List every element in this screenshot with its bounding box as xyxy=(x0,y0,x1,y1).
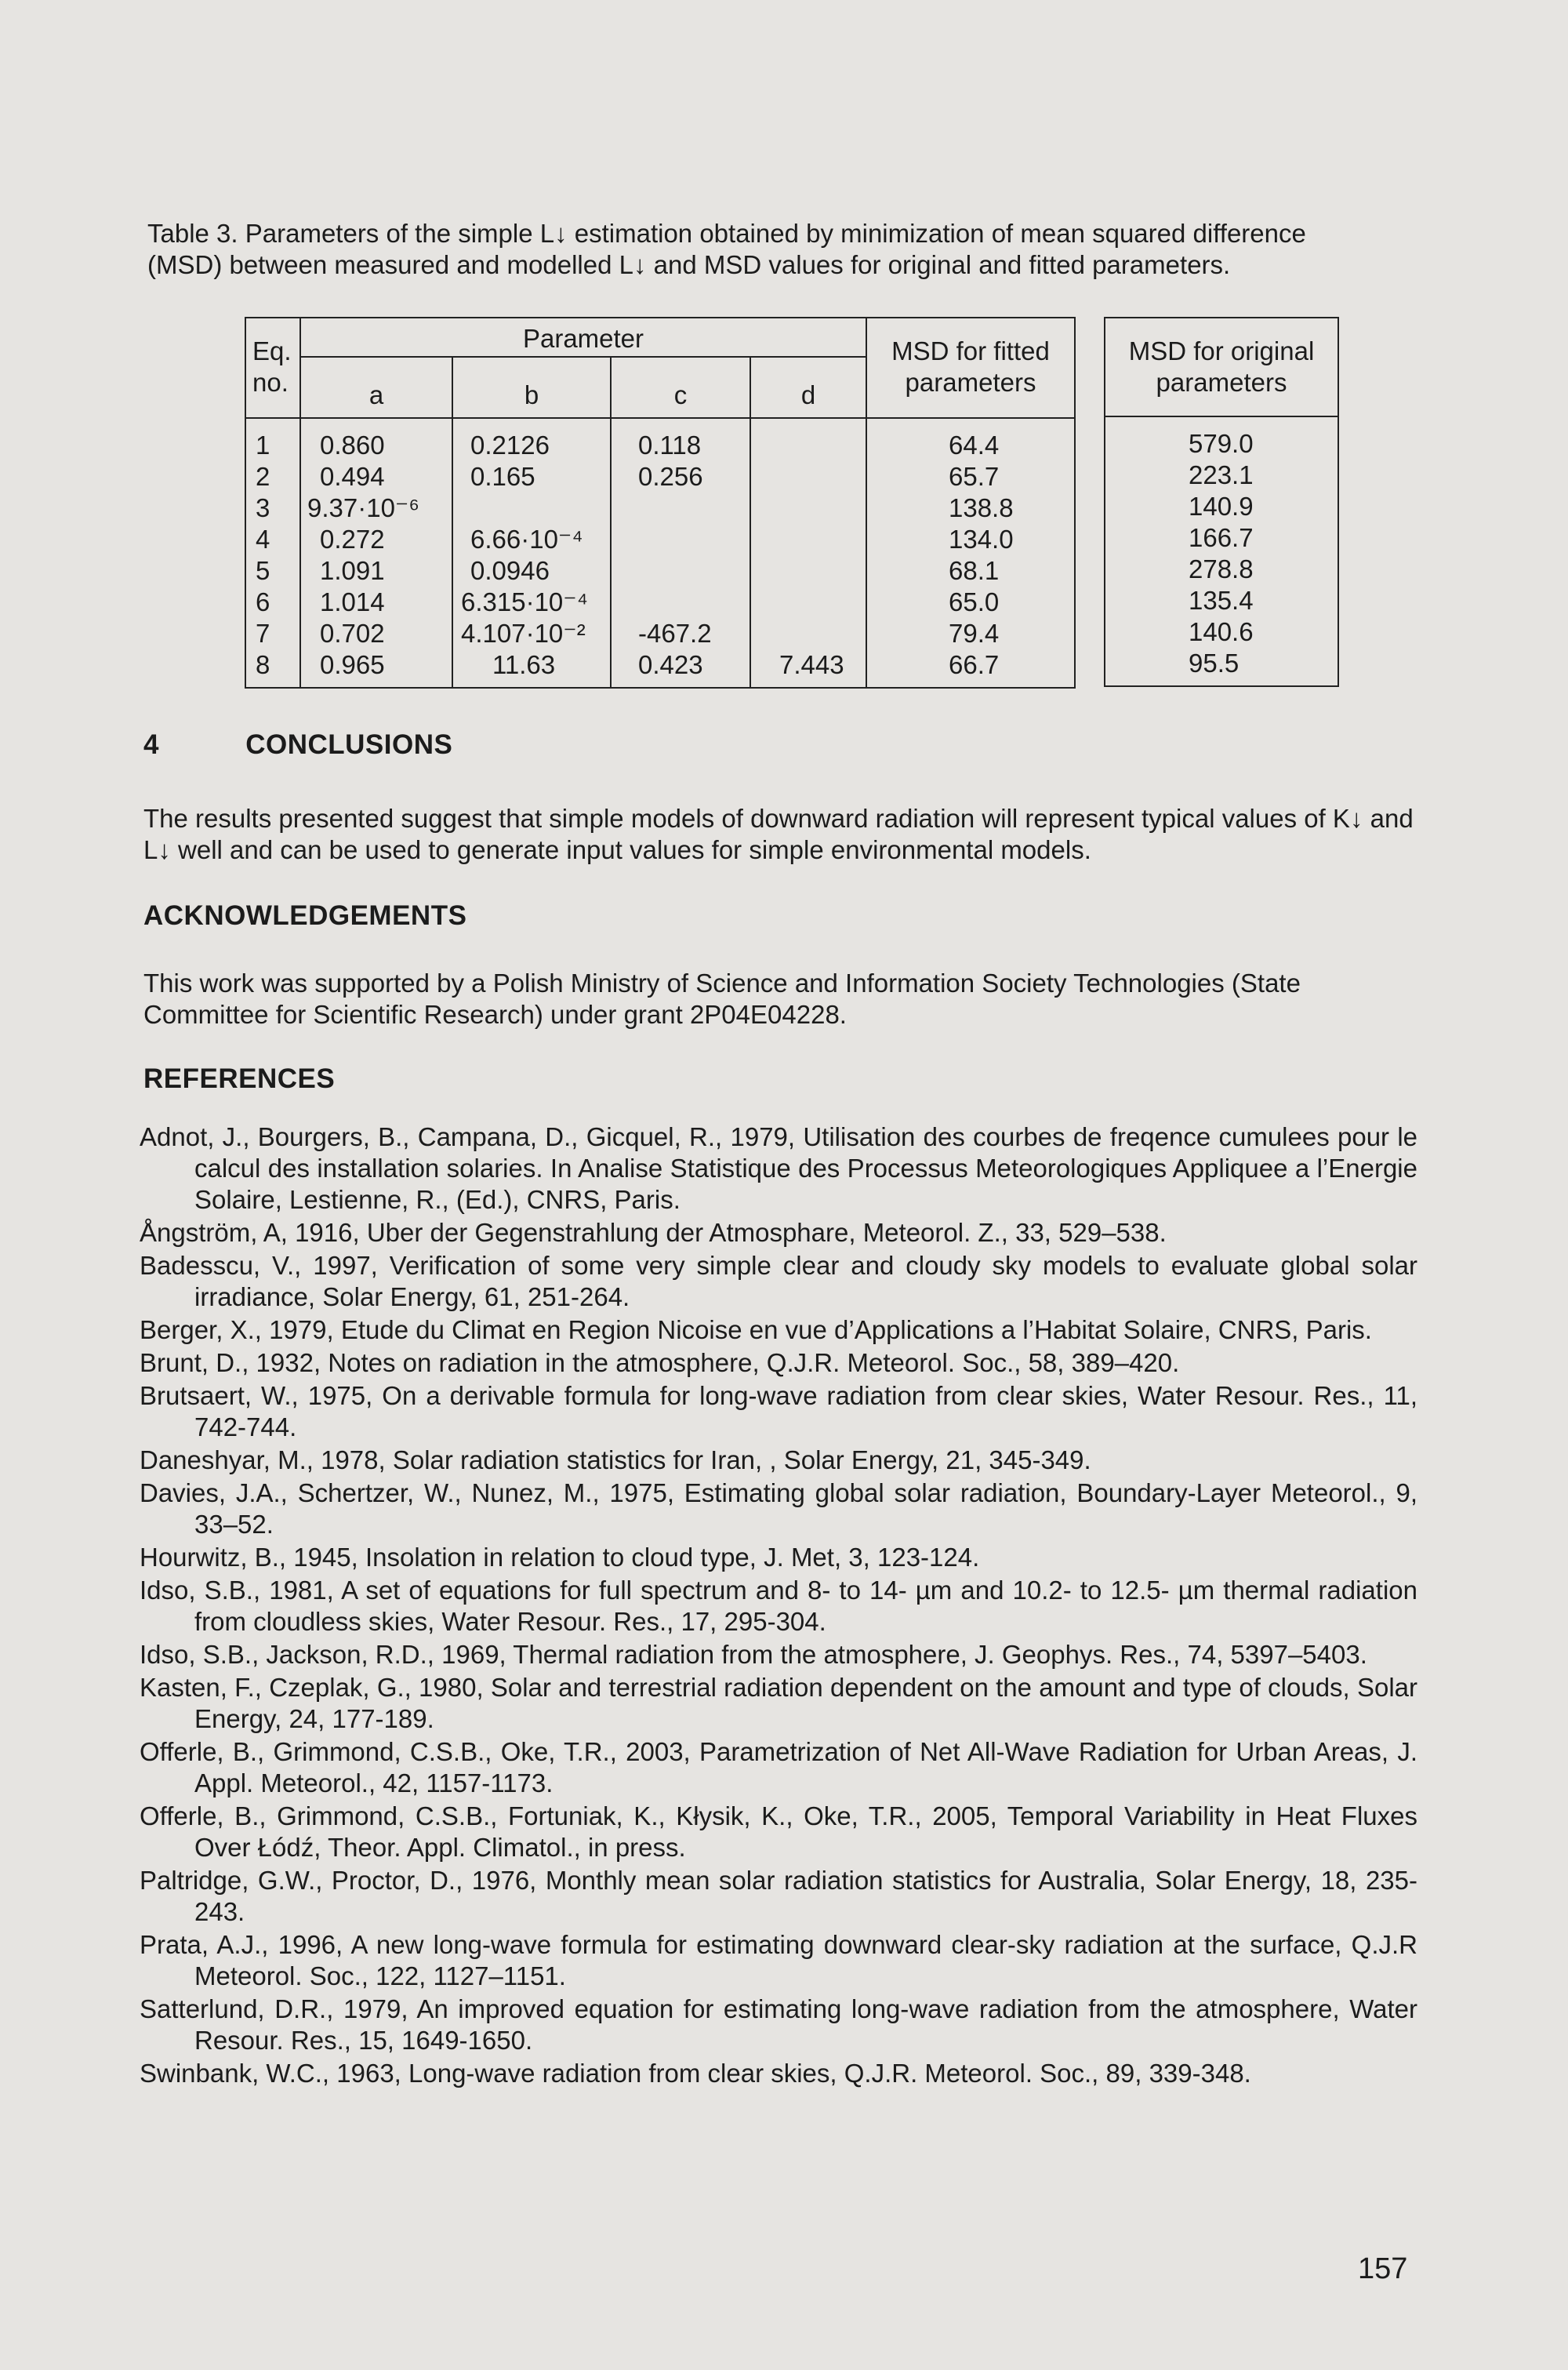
msd-original-cell: 278.8 xyxy=(1189,554,1254,583)
eq-cell: 6 xyxy=(256,587,270,616)
a-cell: 0.860 xyxy=(320,431,385,460)
b-cell: 6.315·10⁻⁴ xyxy=(461,587,588,616)
msd-fitted-cell: 138.8 xyxy=(949,493,1014,522)
a-cell: 0.494 xyxy=(320,462,385,491)
acknowledgements-heading: ACKNOWLEDGEMENTS xyxy=(143,900,467,931)
acknowledgements-text: This work was supported by a Polish Ministry of Science and Information Society Technologies (State Committee for Scientific Research) under grant 2P04E04228. xyxy=(143,969,1301,1029)
eq-cell: 3 xyxy=(256,493,270,522)
reference-item: Hourwitz, B., 1945, Insolation in relation to cloud type, J. Met, 3, 123-124. xyxy=(140,1543,980,1572)
reference-item: Brunt, D., 1932, Notes on radiation in the atmosphere, Q.J.R. Meteorol. Soc., 58, 389–420. xyxy=(140,1348,1180,1377)
reference-item: Daneshyar, M., 1978, Solar radiation statistics for Iran, , Solar Energy, 21, 345-349. xyxy=(140,1445,1091,1474)
table-caption xyxy=(147,218,1425,281)
eq-header: Eq. no. xyxy=(252,336,292,397)
msd-original-table xyxy=(1104,317,1339,687)
c-cell xyxy=(638,524,750,555)
eq-cell: 5 xyxy=(256,556,270,585)
b-column xyxy=(452,418,611,688)
msd-fitted-cell: 134.0 xyxy=(949,525,1014,554)
d-cell xyxy=(779,524,866,555)
c-cell: 0.256 xyxy=(638,462,703,491)
msd-original-header-cell xyxy=(1105,318,1338,416)
msd-original-header: MSD for original parameters xyxy=(1128,336,1315,397)
b-cell xyxy=(470,493,610,524)
reference-item: Idso, S.B., Jackson, R.D., 1969, Thermal radiation from the atmosphere, J. Geophys. Res., 74, 5397–5403. xyxy=(140,1640,1367,1669)
col-header-c: c xyxy=(612,358,751,417)
conclusions-heading xyxy=(143,729,452,761)
msd-fitted-column xyxy=(866,418,1075,688)
parameter-table xyxy=(245,317,1076,689)
c-cell: 0.118 xyxy=(638,431,702,460)
a-cell: 0.272 xyxy=(320,525,385,554)
msd-fitted-header-cell xyxy=(866,318,1075,418)
msd-original-cell: 95.5 xyxy=(1189,649,1240,678)
reference-item: Kasten, F., Czeplak, G., 1980, Solar and terrestrial radiation dependent on the amount and type of clouds, Solar Energy, 24, 177-189. xyxy=(140,1673,1417,1733)
eq-cell: 4 xyxy=(256,525,270,554)
msd-fitted-cell: 65.7 xyxy=(949,462,1000,491)
msd-fitted-cell: 79.4 xyxy=(949,619,1000,648)
reference-item: Paltridge, G.W., Proctor, D., 1976, Monthly mean solar radiation statistics for Australia, Solar Energy, 18, 235-243. xyxy=(140,1866,1417,1926)
section-number: 4 xyxy=(143,729,159,760)
c-cell xyxy=(638,555,750,587)
a-cell: 1.014 xyxy=(320,587,385,616)
col-header-d: d xyxy=(800,380,816,409)
d-cell xyxy=(779,618,866,649)
d-cell xyxy=(779,493,866,524)
reference-item: Ångström, A, 1916, Uber der Gegenstrahlung der Atmosphare, Meteorol. Z., 33, 529–538. xyxy=(140,1218,1167,1247)
eq-cell: 1 xyxy=(256,431,270,460)
msd-original-cell: 135.4 xyxy=(1189,586,1254,615)
reference-item: Adnot, J., Bourgers, B., Campana, D., Gicquel, R., 1979, Utilisation des courbes de freqence cumulees pour le calcul des installation solaries. In Analise Statistique des Processus Meteorologiques Appliquee a l’Energie Solaire, Lestienne, R., (Ed.), CNRS, Paris. xyxy=(140,1122,1417,1214)
section-title: CONCLUSIONS xyxy=(245,729,453,760)
eq-column xyxy=(245,418,300,688)
eq-cell: 7 xyxy=(256,619,270,648)
d-column xyxy=(750,418,866,688)
a-cell: 1.091 xyxy=(320,556,385,585)
caption-line-2: (MSD) between measured and modelled L↓ and MSD values for original and fitted parameters. xyxy=(147,250,1231,279)
eq-cell: 2 xyxy=(256,462,270,491)
a-cell: 0.965 xyxy=(320,650,385,679)
b-cell: 4.107·10⁻² xyxy=(461,619,586,648)
page-number: 157 xyxy=(1358,2252,1408,2285)
msd-original-cell: 579.0 xyxy=(1189,429,1254,458)
param-header-cell xyxy=(300,318,866,418)
msd-original-column xyxy=(1105,416,1338,686)
c-cell: 0.423 xyxy=(638,650,703,679)
b-cell: 0.165 xyxy=(470,462,535,491)
d-cell xyxy=(779,555,866,587)
reference-item: Satterlund, D.R., 1979, An improved equation for estimating long-wave radiation from the atmosphere, Water Resour. Res., 15, 1649-1650. xyxy=(140,1994,1417,2055)
reference-item: Idso, S.B., 1981, A set of equations for full spectrum and 8- to 14- µm and 10.2- to 12.5- µm thermal radiation from cloudless skies, Water Resour. Res., 17, 295-304. xyxy=(140,1576,1417,1636)
c-column xyxy=(611,418,750,688)
d-cell xyxy=(779,461,866,493)
col-header-a: a xyxy=(301,358,453,417)
d-cell xyxy=(779,430,866,461)
reference-item: Prata, A.J., 1996, A new long-wave formula for estimating downward clear-sky radiation at the surface, Q.J.R Meteorol. Soc., 122, 1127–1151. xyxy=(140,1930,1417,1990)
a-column xyxy=(300,418,452,688)
b-cell: 11.63 xyxy=(492,650,556,679)
references-heading: REFERENCES xyxy=(143,1063,336,1094)
conclusions-text: The results presented suggest that simple models of downward radiation will represent typical values of K↓ and L↓ well and can be used to generate input values for simple environmental models. xyxy=(143,804,1414,864)
caption-line-1: Table 3. Parameters of the simple L↓ estimation obtained by minimization of mean squared difference xyxy=(147,219,1306,248)
b-cell: 0.0946 xyxy=(470,556,550,585)
eq-header-cell xyxy=(245,318,300,418)
a-cell: 9.37·10⁻⁶ xyxy=(307,493,419,522)
reference-item: Brutsaert, W., 1975, On a derivable formula for long-wave radiation from clear skies, Water Resour. Res., 11, 742-744. xyxy=(140,1381,1417,1441)
msd-original-cell: 166.7 xyxy=(1189,523,1254,552)
reference-item: Badesscu, V., 1997, Verification of some very simple clear and cloudy sky models to evaluate global solar irradiance, Solar Energy, 61, 251-264. xyxy=(140,1251,1417,1311)
msd-original-cell: 140.9 xyxy=(1189,492,1254,521)
reference-item: Offerle, B., Grimmond, C.S.B., Oke, T.R., 2003, Parametrization of Net All-Wave Radiation for Urban Areas, J. Appl. Meteorol., 42, 1157-1173. xyxy=(140,1737,1417,1797)
reference-item: Swinbank, W.C., 1963, Long-wave radiation from clear skies, Q.J.R. Meteorol. Soc., 89, 339-348. xyxy=(140,2059,1251,2088)
msd-original-cell: 140.6 xyxy=(1189,617,1254,646)
d-cell xyxy=(779,587,866,618)
msd-fitted-cell: 66.7 xyxy=(949,650,1000,679)
reference-item: Berger, X., 1979, Etude du Climat en Region Nicoise en vue d’Applications a l’Habitat Solaire, CNRS, Paris. xyxy=(140,1315,1372,1344)
b-cell: 0.2126 xyxy=(470,431,550,460)
msd-fitted-cell: 68.1 xyxy=(949,556,1000,585)
msd-fitted-header: MSD for fitted parameters xyxy=(891,336,1050,397)
c-cell xyxy=(638,587,750,618)
a-cell: 0.702 xyxy=(320,619,385,648)
b-cell: 6.66·10⁻⁴ xyxy=(470,525,583,554)
reference-list xyxy=(140,1121,1417,2091)
msd-fitted-cell: 65.0 xyxy=(949,587,1000,616)
msd-fitted-cell: 64.4 xyxy=(949,431,1000,460)
reference-item: Offerle, B., Grimmond, C.S.B., Fortuniak, K., Kłysik, K., Oke, T.R., 2005, Temporal Variability in Heat Fluxes Over Łódź, Theor. Appl. Climatol., in press. xyxy=(140,1801,1417,1862)
param-header: Parameter xyxy=(301,318,866,358)
col-header-b: b xyxy=(453,358,612,417)
reference-item: Davies, J.A., Schertzer, W., Nunez, M., 1975, Estimating global solar radiation, Boundary-Layer Meteorol., 9, 33–52. xyxy=(140,1478,1417,1539)
c-cell xyxy=(638,493,750,524)
c-cell: -467.2 xyxy=(638,619,712,648)
eq-cell: 8 xyxy=(256,650,270,679)
d-cell: 7.443 xyxy=(779,650,844,679)
msd-original-cell: 223.1 xyxy=(1189,460,1254,489)
